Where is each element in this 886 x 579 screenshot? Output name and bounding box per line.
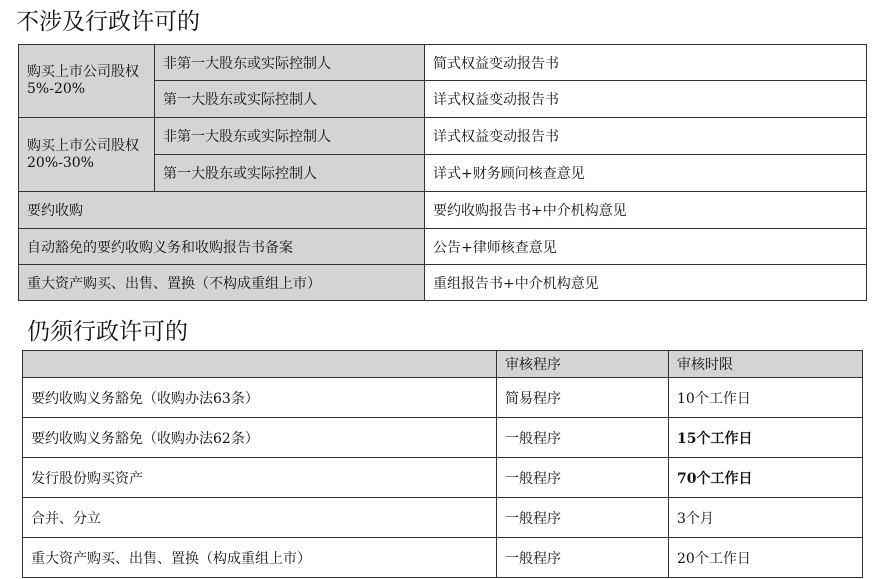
table-row <box>23 378 863 418</box>
table-row <box>23 538 863 578</box>
group-label: 购买上市公司股权5%-20% <box>19 45 155 118</box>
requirement-cell: 详式+财务顾问核查意见 <box>425 155 867 192</box>
item-cell: 要约收购 <box>19 192 425 229</box>
time-limit-cell: 70个工作日 <box>669 458 863 498</box>
table-header-row <box>23 351 863 378</box>
item-cell: 合并、分立 <box>23 498 497 538</box>
section-title-no-license: 不涉及行政许可的 <box>16 9 200 35</box>
time-limit-cell: 10个工作日 <box>669 378 863 418</box>
header-cell-item <box>23 351 497 378</box>
time-limit-cell: 20个工作日 <box>669 538 863 578</box>
header-cell-procedure: 审核程序 <box>497 351 669 378</box>
item-cell: 发行股份购买资产 <box>23 458 497 498</box>
item-cell: 重大资产购买、出售、置换（构成重组上市） <box>23 538 497 578</box>
condition-cell: 非第一大股东或实际控制人 <box>155 118 425 155</box>
procedure-cell: 一般程序 <box>497 418 669 458</box>
requirement-cell: 重组报告书+中介机构意见 <box>425 265 867 301</box>
requirement-cell: 公告+律师核查意见 <box>425 229 867 265</box>
procedure-cell: 简易程序 <box>497 378 669 418</box>
group-label: 购买上市公司股权20%-30% <box>19 118 155 192</box>
item-cell: 要约收购义务豁免（收购办法63条） <box>23 378 497 418</box>
table-row <box>23 418 863 458</box>
requirement-cell: 详式权益变动报告书 <box>425 118 867 155</box>
table-row <box>23 498 863 538</box>
time-limit-cell: 15个工作日 <box>669 418 863 458</box>
table-row <box>19 118 867 155</box>
procedure-cell: 一般程序 <box>497 458 669 498</box>
header-cell-time-limit: 审核时限 <box>669 351 863 378</box>
license-required-table <box>22 350 863 578</box>
condition-cell: 第一大股东或实际控制人 <box>155 81 425 118</box>
table-row <box>19 265 867 301</box>
table-row <box>19 45 867 81</box>
time-limit-cell: 3个月 <box>669 498 863 538</box>
requirement-cell: 要约收购报告书+中介机构意见 <box>425 192 867 229</box>
table-row <box>19 229 867 265</box>
section-title-license-required: 仍须行政许可的 <box>27 319 188 345</box>
item-cell: 重大资产购买、出售、置换（不构成重组上市） <box>19 265 425 301</box>
no-license-table <box>18 44 867 301</box>
condition-cell: 非第一大股东或实际控制人 <box>155 45 425 81</box>
procedure-cell: 一般程序 <box>497 538 669 578</box>
table-row <box>19 192 867 229</box>
condition-cell: 第一大股东或实际控制人 <box>155 155 425 192</box>
requirement-cell: 简式权益变动报告书 <box>425 45 867 81</box>
procedure-cell: 一般程序 <box>497 498 669 538</box>
item-cell: 自动豁免的要约收购义务和收购报告书备案 <box>19 229 425 265</box>
item-cell: 要约收购义务豁免（收购办法62条） <box>23 418 497 458</box>
requirement-cell: 详式权益变动报告书 <box>425 81 867 118</box>
table-row <box>23 458 863 498</box>
